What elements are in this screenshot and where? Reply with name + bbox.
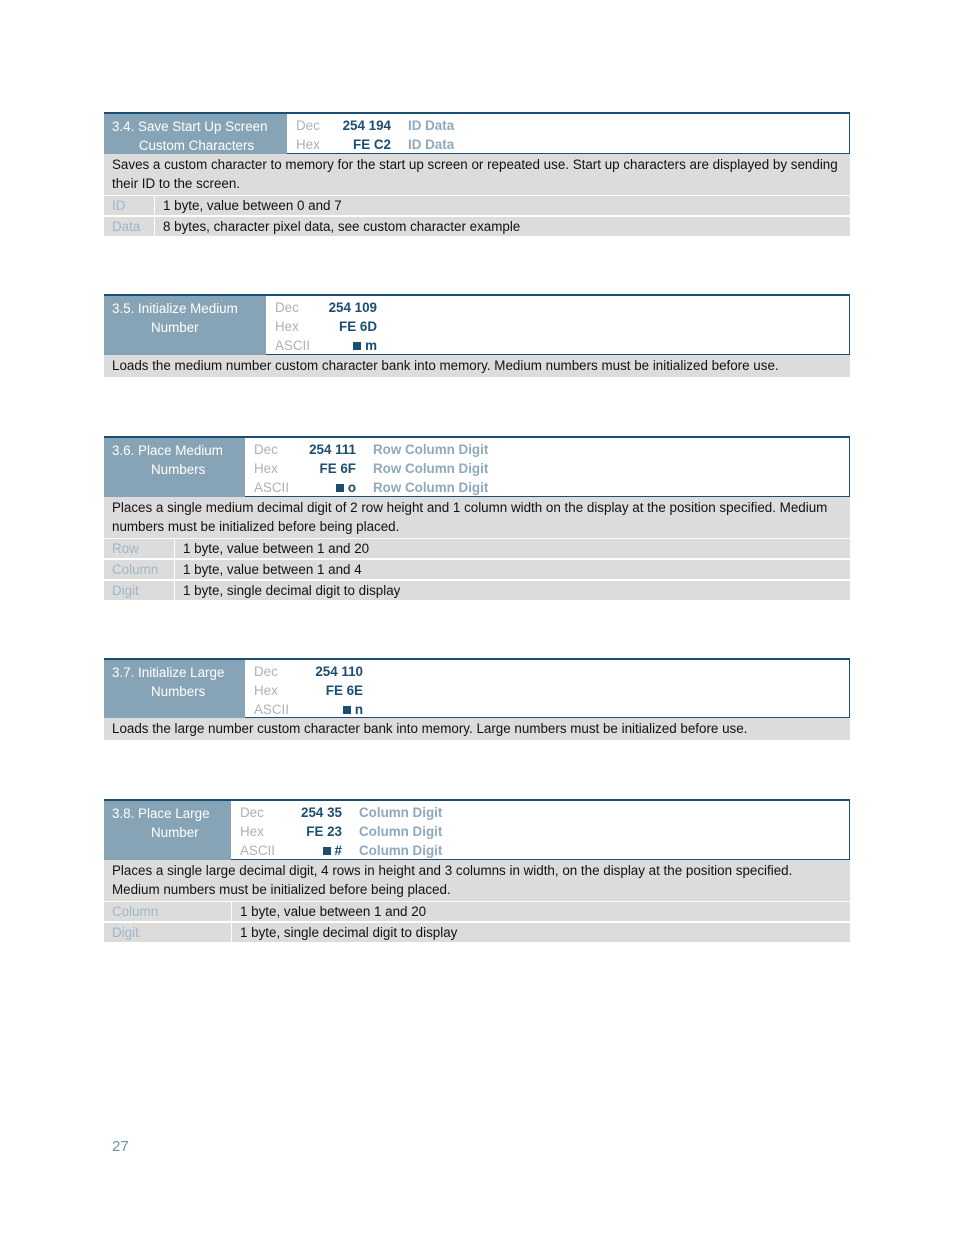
command-3-6 [104, 436, 850, 602]
command-3-7 [104, 658, 850, 741]
parameter-row [104, 560, 850, 581]
command-description: Loads the large number custom character bank into memory. Large numbers must be initialized before use. [104, 718, 850, 741]
command-codes [231, 801, 850, 860]
command-3-8 [104, 799, 850, 944]
parameter-desc: 8 bytes, character pixel data, see custom character example [163, 219, 521, 234]
command-title: 3.4. Save Start Up Screen Custom Characters [104, 114, 287, 154]
dec-row: Dec 254 194 ID Data [296, 118, 455, 133]
hex-row: Hex FE C2 ID Data [296, 137, 455, 152]
square-glyph-icon [323, 847, 331, 855]
dec-row: Dec 254 35 Column Digit [240, 805, 443, 820]
parameter-row [104, 217, 850, 238]
command-description: Saves a custom character to memory for the start up screen or repeated use. Start up characters are displayed by sending their ID to the screen. [104, 154, 850, 196]
command-title: 3.5. Initialize Medium Number [104, 296, 266, 355]
parameter-desc: 1 byte, single decimal digit to display [183, 583, 401, 598]
parameter-row [104, 923, 850, 944]
command-title: 3.6. Place Medium Numbers [104, 438, 245, 497]
parameter-row [104, 902, 850, 923]
ascii-row: ASCII # Column Digit [240, 843, 443, 858]
command-description: Places a single large decimal digit, 4 rows in height and 3 columns in width, on the display at the position specified. Medium numbers must be initialized before being placed. [104, 860, 850, 902]
square-glyph-icon [353, 342, 361, 350]
parameter-row [104, 539, 850, 560]
command-codes [245, 660, 850, 718]
parameter-name: Digit [104, 923, 232, 942]
parameter-desc: 1 byte, value between 0 and 7 [163, 198, 342, 213]
command-codes [245, 438, 850, 497]
square-glyph-icon [343, 706, 351, 714]
dec-row: Dec 254 110 [254, 664, 363, 679]
command-title: 3.7. Initialize Large Numbers [104, 660, 245, 718]
command-description: Loads the medium number custom character bank into memory. Medium numbers must be initialized before use. [104, 355, 850, 378]
parameter-desc: 1 byte, value between 1 and 4 [183, 562, 362, 577]
parameter-name: ID [104, 196, 155, 215]
parameter-desc: 1 byte, value between 1 and 20 [183, 541, 370, 556]
page-number: 27 [112, 1138, 129, 1155]
dec-row: Dec 254 109 [275, 300, 377, 315]
command-3-5 [104, 294, 850, 378]
ascii-row: ASCII m [275, 338, 377, 353]
hex-row: Hex FE 23 Column Digit [240, 824, 443, 839]
command-codes [287, 114, 850, 154]
parameter-desc: 1 byte, value between 1 and 20 [240, 904, 427, 919]
parameter-name: Column [104, 560, 175, 579]
dec-row: Dec 254 111 Row Column Digit [254, 442, 489, 457]
command-description: Places a single medium decimal digit of 2 row height and 1 column width on the display at the position specified. Medium numbers must be initialized before being placed. [104, 497, 850, 539]
parameter-name: Data [104, 217, 155, 236]
hex-row: Hex FE 6F Row Column Digit [254, 461, 489, 476]
command-3-4 [104, 112, 850, 238]
square-glyph-icon [336, 484, 344, 492]
hex-row: Hex FE 6E [254, 683, 363, 698]
parameter-name: Column [104, 902, 232, 921]
parameter-name: Row [104, 539, 175, 558]
parameter-name: Digit [104, 581, 175, 600]
command-title: 3.8. Place Large Number [104, 801, 231, 860]
command-codes [266, 296, 850, 355]
parameter-row [104, 581, 850, 602]
ascii-row: ASCII n [254, 702, 363, 717]
parameter-row [104, 196, 850, 217]
ascii-row: ASCII o Row Column Digit [254, 480, 489, 495]
parameter-desc: 1 byte, single decimal digit to display [240, 925, 458, 940]
hex-row: Hex FE 6D [275, 319, 377, 334]
